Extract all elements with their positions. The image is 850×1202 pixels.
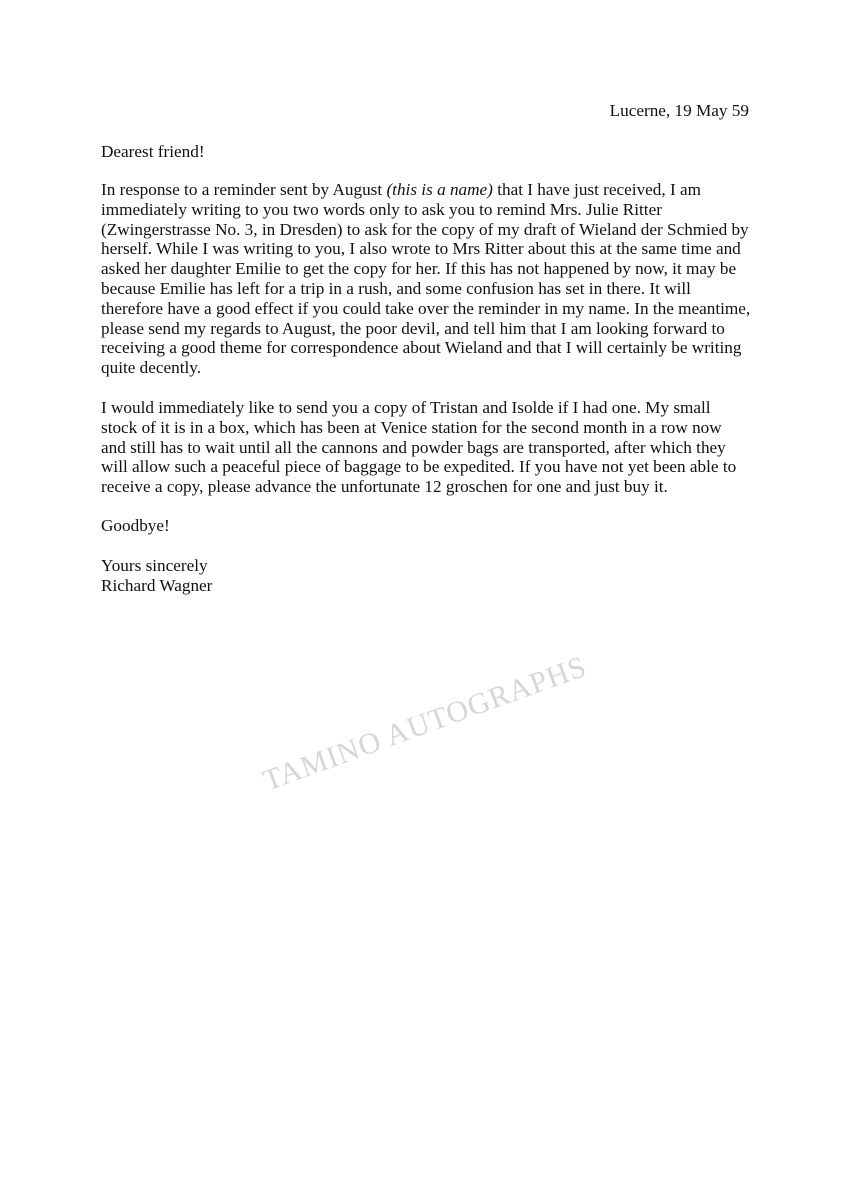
letter-salutation: Dearest friend! <box>101 142 205 161</box>
paragraph-2-line: stock of it is in a box, which has been at Venice station for the second month in a row now <box>101 417 722 437</box>
paragraph-2-line: I would immediately like to send you a copy of Tristan and Isolde if I had one. My small <box>101 398 711 417</box>
letter-signature: Richard Wagner <box>101 575 213 595</box>
letter-closing-block <box>101 556 212 596</box>
paragraph-1-line: herself. While I was writing to you, I also wrote to Mrs Ritter about this at the same time and <box>101 239 741 259</box>
paragraph-1-line: therefore have a good effect if you could take over the reminder in my name. In the meantime, <box>101 298 751 318</box>
paragraph-1-line: (Zwingerstrasse No. 3, in Dresden) to ask for the copy of my draft of Wieland der Schmied by <box>101 219 749 239</box>
watermark: TAMINO AUTOGRAPHS <box>258 649 592 798</box>
letter-dateline: Lucerne, 19 May 59 <box>609 101 749 120</box>
name-note: (this is a name) <box>386 180 493 199</box>
paragraph-1-line: please send my regards to August, the poor devil, and tell him that I am looking forward to <box>101 318 725 338</box>
paragraph-1-line: because Emilie has left for a trip in a rush, and some confusion has set in there. It will <box>101 278 691 298</box>
paragraph-1-line <box>101 180 750 200</box>
paragraph-2-line: receive a copy, please advance the unfortunate 12 groschen for one and just buy it. <box>101 477 668 497</box>
paragraph-1-line: receiving a good theme for correspondence about Wieland and that I will certainly be writing <box>101 338 742 358</box>
paragraph-2-line: and still has to wait until all the cannons and powder bags are transported, after which they <box>101 437 726 457</box>
paragraph-1-line: quite decently. <box>101 358 202 378</box>
letter-farewell: Goodbye! <box>101 516 170 535</box>
line-text: In response to a reminder sent by August <box>101 180 387 199</box>
paragraph-1-line: immediately writing to you two words only to ask you to remind Mrs. Julie Ritter <box>101 199 662 219</box>
letter-closing: Yours sincerely <box>101 556 208 575</box>
line-text: that I have just received, I am <box>492 180 701 199</box>
letter-paragraph-2 <box>101 398 736 497</box>
paragraph-2-line: will allow such a peaceful piece of baggage to be expedited. If you have not yet been able to <box>101 457 737 477</box>
paragraph-1-line: asked her daughter Emilie to get the copy for her. If this has not happened by now, it may be <box>101 259 737 279</box>
letter-paragraph-1 <box>101 180 750 378</box>
